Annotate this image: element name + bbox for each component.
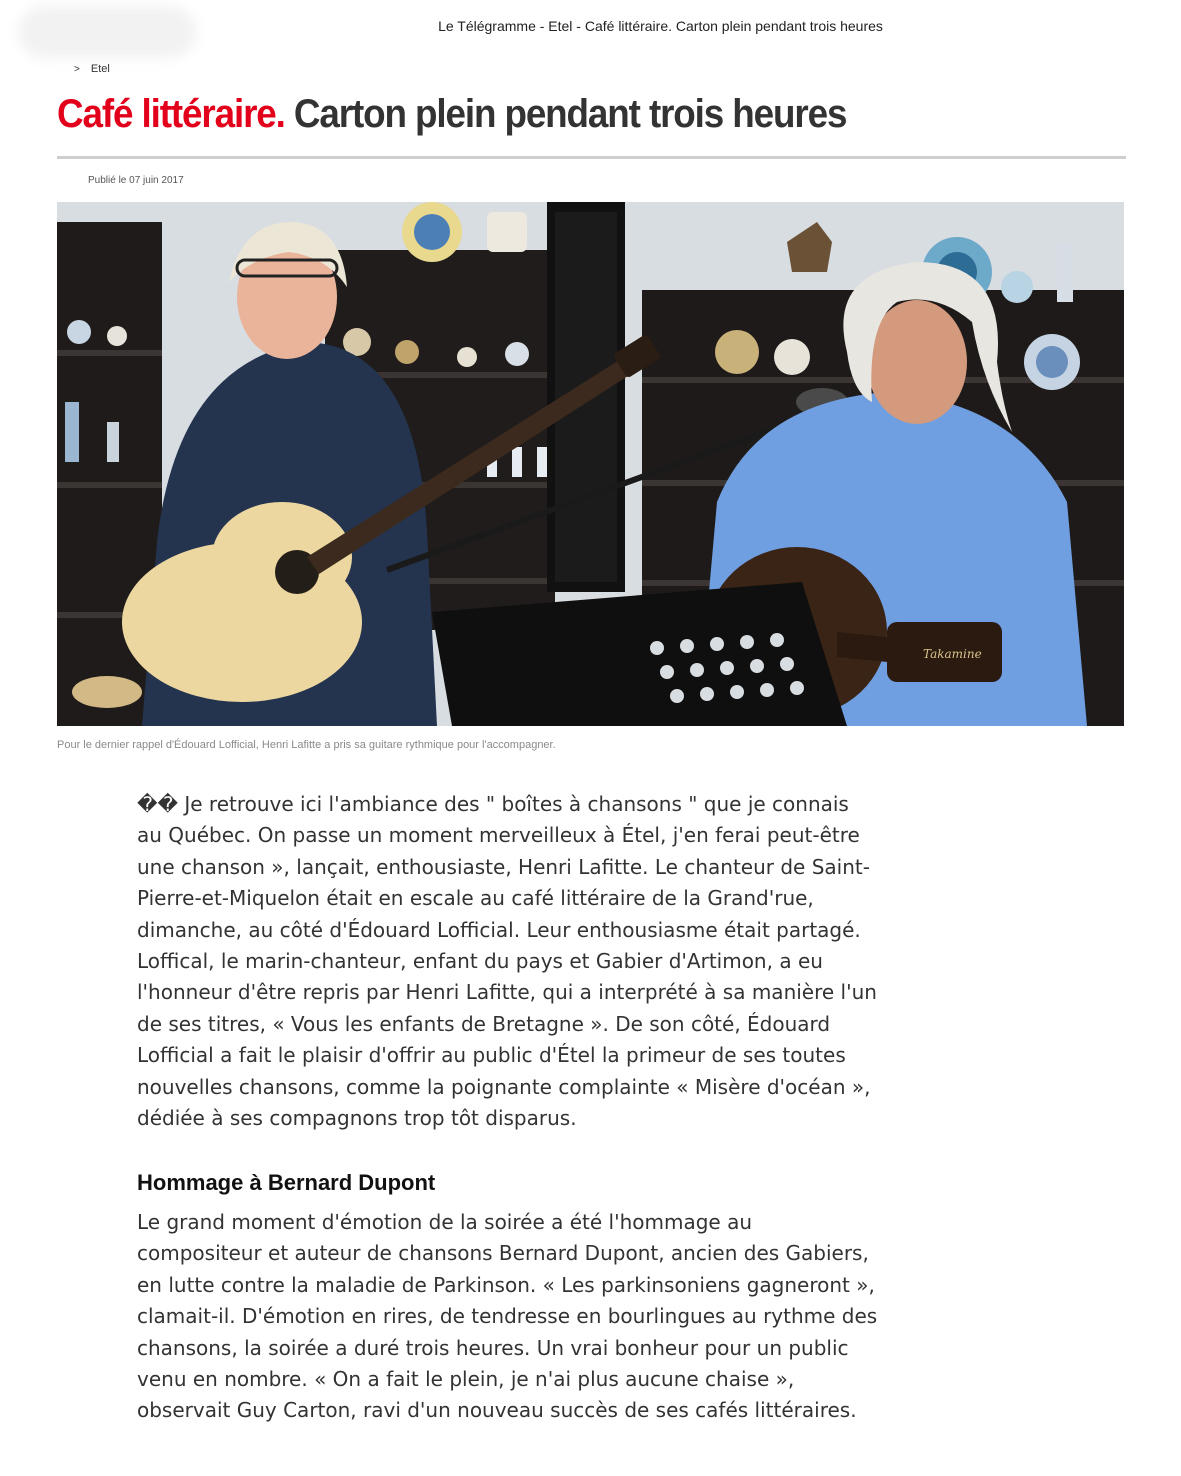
paragraph-line: dédiée à ses compagnons trop tôt disparus. [137,1106,577,1131]
article-paragraph-1 [137,789,1037,1134]
breadcrumb [74,63,110,75]
paragraph-line: chansons, la soirée a duré trois heures. Un vrai bonheur pour un public [137,1335,849,1360]
photo-caption: Pour le dernier rappel d'Édouard Lofficial, Henri Lafitte a pris sa guitare rythmique pour l'accompagner. [57,739,556,751]
paragraph-line: Lofficial a fait le plaisir d'offrir au public d'Étel la primeur de ses toutes [137,1043,846,1068]
paragraph-line: Loffical, le marin-chanteur, enfant du pays et Gabier d'Artimon, a eu [137,949,823,974]
article-paragraph-2 [137,1207,1037,1427]
paragraph-line: en lutte contre la maladie de Parkinson. « Les parkinsoniens gagneront », [137,1272,875,1297]
section-subheading: Hommage à Bernard Dupont [137,1170,436,1195]
breadcrumb-link-etel[interactable]: Etel [90,63,110,75]
article-headline [57,88,1051,140]
paragraph-line: nouvelles chansons, comme la poignante complainte « Misère d'océan », [137,1074,871,1099]
print-header: Le Télégramme - Etel - Café littéraire. Carton plein pendant trois heures [438,18,883,34]
paragraph-line: �� Je retrouve ici l'ambiance des " boîtes à chansons " que je connais [137,792,849,816]
headline-title: Carton plein pendant trois heures [293,92,847,136]
headline-divider [57,156,1126,159]
paragraph-line: de ses titres, « Vous les enfants de Bretagne ». De son côté, Édouard [137,1011,831,1036]
guitar-brand-label: Takamine [923,647,982,661]
paragraph-line: clamait-il. D'émotion en rires, de tendresse en bourlingues au rythme des [137,1304,878,1329]
chevron-right-icon: > [74,64,80,75]
paragraph-line: Le grand moment d'émotion de la soirée a été l'hommage au [137,1210,753,1234]
paragraph-line: observait Guy Carton, ravi d'un nouveau succès de ses cafés littéraires. [137,1398,857,1423]
paragraph-line: une chanson », lançait, enthousiaste, Henri Lafitte. Le chanteur de Saint- [137,854,870,879]
concert-photo-illustration [57,202,1124,726]
paragraph-line: au Québec. On passe un moment merveilleux à Étel, j'en ferai peut-être [137,823,860,848]
paragraph-line: l'honneur d'être repris par Henri Lafitte, qui a interprété à sa manière l'un [137,980,877,1005]
headline-kicker: Café littéraire. [57,92,285,136]
publish-date: Publié le 07 juin 2017 [88,175,184,186]
paragraph-line: Pierre-et-Miquelon était en escale au café littéraire de la Grand'rue, [137,886,814,911]
paragraph-line: venu en nombre. « On a fait le plein, je n'ai plus aucune chaise », [137,1367,795,1392]
paragraph-line: compositeur et auteur de chansons Bernard Dupont, ancien des Gabiers, [137,1241,869,1266]
paragraph-line: dimanche, au côté d'Édouard Lofficial. Leur enthousiasme était partagé. [137,917,861,942]
article-photo [57,202,1124,726]
